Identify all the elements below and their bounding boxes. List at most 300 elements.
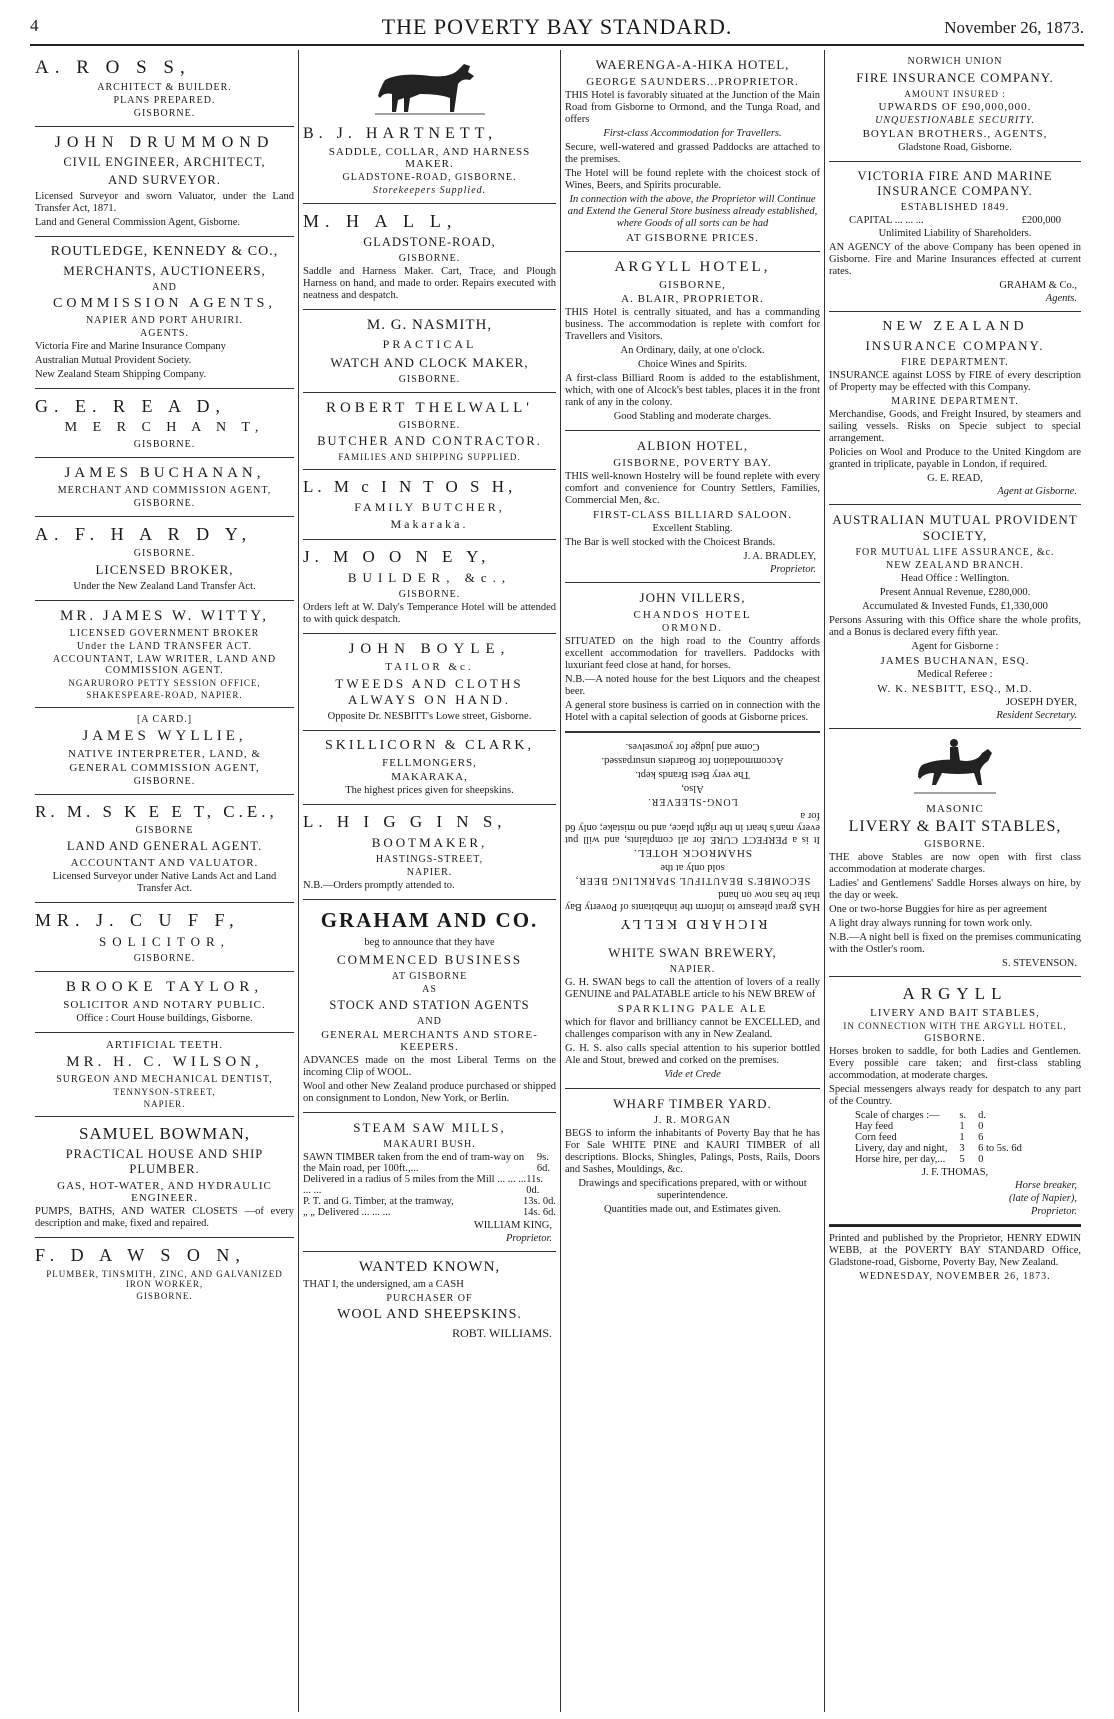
ad-skillicorn (303, 731, 556, 805)
ad-line: AND SURVEYOR. (108, 173, 221, 187)
ad-title: WAERENGA-A-HIKA HOTEL, (595, 57, 790, 72)
ad-body: A general store business is carried on in connection with the Hotel with a capital selection of goods at Gisborne prices. (565, 700, 820, 723)
ad-masonic-stables (829, 729, 1081, 977)
ad-line: GENERAL MERCHANTS AND STORE-KEEPERS. (321, 1029, 538, 1053)
ad-line: GLADSTONE-ROAD, GISBORNE. (342, 172, 517, 183)
ad-title: JOHN BOYLE, (348, 641, 511, 657)
table-cell: 1 (959, 1132, 965, 1143)
table-row (849, 1143, 1028, 1154)
ad-body: Secure, well-watered and grassed Paddocks are attached to the premises. (565, 142, 820, 165)
ad-line: MASONIC (926, 803, 984, 815)
signature: Horse breaker, (1014, 1180, 1077, 1191)
ad-body: THIS Hotel is centrally situated, and has a commanding business. The accommodation is replete with comfort for Travellers and Visitors. (565, 307, 820, 342)
ad-line: GISBORNE. (398, 589, 461, 600)
table-cell: Horse hire, per day,... (855, 1154, 946, 1165)
ad-line: TWEEDS AND CLOTHS ALWAYS ON HAND. (335, 676, 524, 707)
ad-taylor (35, 972, 294, 1033)
ad-body: Licensed Surveyor under Native Lands Act and Land Transfer Act. (52, 871, 277, 894)
ad-line: AS (422, 984, 437, 995)
table-cell: 0 (978, 1121, 984, 1132)
ad-body: THE above Stables are now open with first class accommodation at moderate charges. (829, 852, 1081, 875)
ad-line: GISBORNE. (136, 1291, 193, 1301)
ad-line: LICENSED GOVERNMENT BROKER (69, 628, 260, 639)
ad-graham (303, 900, 556, 1113)
ad-title: MR. J. C U F F, (35, 910, 240, 930)
ad-line: SOLICITOR, (99, 934, 230, 949)
ad-body: which for flavor and brilliancy cannot be EXCELLED, and challenges comparison with any in New Zealand. (565, 1017, 820, 1040)
ad-title: GRAHAM AND CO. (320, 908, 539, 932)
ad-line: INSURANCE COMPANY. (865, 338, 1045, 353)
ad-body: It is a PERFECT CURE for all complaints, and will put every man's heart in the right place, and no mistake; only 6d for a (565, 810, 820, 845)
ad-body: New Zealand Steam Shipping Company. (35, 369, 207, 380)
ad-line: NAPIER. (143, 1099, 186, 1109)
price-row (303, 1196, 556, 1207)
ad-title: ROBERT THELWALL' (325, 400, 534, 416)
table-cell: s. (959, 1110, 967, 1121)
ad-title: A. F. H A R D Y, (35, 524, 253, 544)
ad-line: GEORGE SAUNDERS...PROPRIETOR. (586, 76, 799, 88)
signature: G. E. READ, (927, 473, 983, 484)
ad-drummond (35, 127, 294, 237)
table-cell: 0 (978, 1154, 984, 1165)
ad-white-swan (565, 938, 820, 1089)
ad-line: FELLMONGERS, (382, 757, 477, 769)
ad-body: Drawings and specifications prepared, with or without superintendence. (578, 1178, 807, 1201)
ad-line: FOR MUTUAL LIFE ASSURANCE, &c. (855, 547, 1055, 558)
ad-new-zealand-insurance (829, 312, 1081, 505)
ad-line: HASTINGS-STREET, (375, 854, 484, 865)
ad-line: BOYLAN BROTHERS., AGENTS, (862, 128, 1048, 140)
ad-body: Merchandise, Goods, and Freight Insured, by steamers and sailing vessels. Risks on Specie subject to special arrangement. (829, 409, 1081, 444)
ad-line: JAMES BUCHANAN, ESQ. (880, 655, 1030, 667)
ad-title: VICTORIA FIRE AND MARINE INSURANCE COMPANY. (857, 169, 1053, 198)
ad-kelly-upside-down (565, 732, 820, 938)
ad-title: G. E. R E A D, (35, 396, 227, 416)
ad-line: CIVIL ENGINEER, ARCHITECT, (63, 155, 266, 169)
ad-nasmith (303, 310, 556, 393)
ad-line: [A CARD.] (136, 714, 193, 725)
ad-wilson (35, 1033, 294, 1117)
ad-title: M. G. NASMITH, (366, 317, 493, 333)
ad-line: GISBORNE. (398, 374, 461, 385)
ad-line: M E R C H A N T, (64, 420, 265, 435)
ad-body: Special messengers always ready for despatch to any part of the Country. (829, 1084, 1081, 1107)
ad-body: Land and General Commission Agent, Gisborne. (35, 217, 241, 228)
price-label: Delivered in a radius of 5 miles from the Mill ... ... ... ... ... (303, 1174, 527, 1196)
ad-line: PLANS PREPARED. (113, 95, 216, 106)
ad-norwich (829, 50, 1081, 162)
signature: S. STEVENSON. (1002, 958, 1077, 969)
ad-body: PUMPS, BATHS, AND WATER CLOSETS —of every description and make, fixed and repaired. (35, 1206, 294, 1229)
ad-albion (565, 431, 820, 583)
ad-title: L. M c I N T O S H, (303, 477, 517, 496)
ad-hardy (35, 517, 294, 601)
ad-line: FIRST-CLASS BILLIARD SALOON. (592, 509, 793, 521)
ad-title: JOHN VILLERS, (639, 590, 746, 605)
table-cell: Livery, day and night, (855, 1143, 948, 1154)
ad-line: NAPIER AND PORT AHURIRI. (85, 315, 244, 326)
price-row (303, 1174, 556, 1196)
ad-line: MAKARAKA, (391, 771, 468, 783)
ad-read (35, 389, 294, 458)
ad-line: SADDLE, COLLAR, AND HARNESS MAKER. (328, 146, 531, 170)
ad-line: GISBORNE. (133, 108, 196, 119)
ad-body: HAS great pleasure to inform the inhabitants of Poverty Bay that he has now on hand (565, 889, 820, 912)
ad-line: WATCH AND CLOCK MAKER, (330, 355, 529, 370)
ad-line: AMOUNT INSURED : (904, 89, 1006, 99)
ad-body: Good Stabling and moderate charges. (613, 411, 772, 422)
ad-body: THAT I, the undersigned, am a CASH (303, 1279, 464, 1290)
ad-line: ORMOND. (662, 623, 723, 634)
ad-title: A. R O S S, (35, 57, 191, 78)
ad-line: NGARURORO PETTY SESSION OFFICE, (68, 678, 261, 688)
ad-title: J. M O O N E Y, (303, 547, 491, 566)
ad-line: PRACTICAL (382, 337, 477, 351)
ad-body: Wool and other New Zealand produce purchased or shipped on consignment to London, New York, or Berlin. (303, 1081, 556, 1104)
ad-line: FAMILIES AND SHIPPING SUPPLIED. (338, 452, 521, 462)
ad-wanted (303, 1252, 556, 1348)
ad-title: SAMUEL BOWMAN, (78, 1124, 251, 1143)
column-2 (300, 50, 559, 1710)
ad-body: THIS Hotel is favorably situated at the Junction of the Main Road from Gisborne to Ormond, and the Tunga Road, and offers (565, 90, 820, 125)
signature: ROBT. WILLIAMS. (452, 1326, 552, 1340)
imprint-text: Printed and published by the Proprietor, HENRY EDWIN WEBB, at the POVERTY BAY STANDARD Office, Gladstone-road, Gisborne, Poverty Bay, New Zealand. (829, 1233, 1081, 1268)
ad-title: WHITE SWAN BREWERY, (608, 945, 777, 960)
ad-waerenga (565, 50, 820, 252)
ad-body: BEGS to inform the inhabitants of Poverty Bay that he has For Sale WHITE PINE and KAURI TIMBER of all descriptions. Blocks, Shingles, Palings, Posts, Rails, Doors and Sashes, Mouldings, &c. (565, 1128, 820, 1175)
ad-body: Medical Referee : (917, 669, 993, 680)
ad-body: Head Office : Wellington. (900, 573, 1010, 584)
ad-line: GISBORNE. (924, 1033, 986, 1044)
ad-title: STEAM SAW MILLS, (353, 1120, 506, 1135)
column-4 (826, 50, 1084, 1710)
signature: Proprietor. (1031, 1206, 1077, 1217)
ad-title: F. D A W S O N, (35, 1245, 246, 1265)
ad-title: NEW ZEALAND (882, 319, 1028, 334)
ad-boyle (303, 634, 556, 731)
ad-wyllie (35, 708, 294, 795)
ad-line: FAMILY BUTCHER, (354, 500, 505, 514)
table-cell: Scale of charges :— (855, 1110, 940, 1121)
ad-line: PURCHASER OF (386, 1293, 473, 1304)
ad-higgins (303, 805, 556, 900)
ad-line: SPARKLING PALE ALE (617, 1003, 768, 1015)
masthead: THE POVERTY BAY STANDARD. (381, 14, 733, 39)
signature: Proprietor. (770, 564, 816, 575)
ad-body: Gladstone Road, Gisborne. (898, 142, 1012, 153)
ad-body: Orders left at W. Daly's Temperance Hotel will be attended to with quick despatch. (303, 602, 556, 625)
table-cell: 1 (959, 1121, 965, 1132)
ad-line: AT GISBORNE (391, 971, 468, 982)
ad-skeet (35, 795, 294, 903)
ad-line: GISBORNE (135, 825, 194, 836)
ad-line: LAND AND GENERAL AGENT. (66, 839, 263, 853)
ad-body: Agent for Gisborne : (911, 641, 999, 652)
table-row (849, 1132, 1028, 1143)
ad-body: Under the New Zealand Land Transfer Act. (73, 581, 256, 592)
ad-sawmills (303, 1113, 556, 1252)
price-value: 14s. 6d. (523, 1207, 556, 1218)
ad-line: NAPIER. (669, 964, 716, 975)
signature: J. F. THOMAS, (921, 1167, 989, 1178)
column-rule (560, 50, 561, 1712)
ad-villers (565, 583, 820, 732)
ad-title: MR. JAMES W. WITTY, (60, 608, 269, 624)
ad-body: Also, (681, 783, 704, 794)
column-3 (562, 50, 823, 1710)
table-cell: 6 (978, 1132, 984, 1143)
ad-line: SURGEON AND MECHANICAL DENTIST, (56, 1074, 273, 1085)
ad-body: The highest prices given for sheepskins. (345, 785, 514, 796)
ad-body: First-class Accommodation for Travellers. (603, 128, 782, 139)
price-label: SAWN TIMBER taken from the end of tram-way on the Main road, per 100ft.,... (303, 1152, 525, 1174)
ad-line: Storekeepers Supplied. (372, 185, 487, 196)
signature: WILLIAM KING, (473, 1220, 552, 1231)
ad-body: Australian Mutual Provident Society. (35, 355, 192, 366)
horse-illustration (303, 54, 556, 122)
ad-thelwall (303, 393, 556, 470)
price-value: £200,000 (1021, 215, 1061, 226)
ad-line: WOOL AND SHEEPSKINS. (337, 1307, 522, 1322)
ad-line: SHAMROCK HOTEL. (633, 847, 752, 859)
signature: Agent at Gisborne. (997, 486, 1077, 497)
ad-line: J. R. MORGAN (653, 1115, 731, 1126)
price-label: P. T. and G. Timber, at the tramway, (303, 1196, 454, 1207)
ad-body: Licensed Surveyor and sworn Valuator, under the Land Transfer Act, 1871. (35, 191, 294, 214)
table-cell: Corn feed (855, 1132, 897, 1143)
ad-line: NAPIER. (406, 867, 453, 878)
ad-line: NATIVE INTERPRETER, LAND, & (68, 748, 261, 760)
ad-title: ALBION HOTEL, (636, 438, 749, 453)
ad-title: ARGYLL HOTEL, (614, 259, 771, 275)
ad-line: MARINE DEPARTMENT. (891, 396, 1019, 407)
ad-line: LICENSED BROKER, (95, 562, 234, 577)
ad-title: WANTED KNOWN, (358, 1259, 501, 1275)
ad-line: BOOTMAKER, (371, 835, 488, 850)
ad-line: MERCHANT AND COMMISSION AGENT, (57, 485, 272, 496)
ad-body: The Bar is well stocked with the Choicest Brands. (565, 537, 776, 548)
ad-title: WHARF TIMBER YARD. (613, 1096, 772, 1111)
ad-line: GISBORNE. (398, 253, 461, 264)
ad-line: GISBORNE. (398, 420, 461, 431)
ad-line: GISBORNE. (133, 439, 196, 450)
ad-title: B. J. HARTNETT, (303, 125, 498, 142)
ad-line: ACCOUNTANT AND VALUATOR. (70, 857, 259, 869)
ad-line: SHAKESPEARE-ROAD, NAPIER. (86, 690, 243, 700)
ad-body: Choice Wines and Spirits. (637, 359, 748, 370)
ad-line: CHANDOS HOTEL (633, 609, 752, 621)
price-value: 13s. 0d. (523, 1196, 556, 1207)
ad-body: Excellent Stabling. (652, 523, 733, 534)
signature: Resident Secretary. (996, 710, 1077, 721)
ad-argyll-hotel (565, 252, 820, 431)
ad-line: AT GISBORNE PRICES. (626, 232, 759, 244)
ad-body: Unlimited Liability of Shareholders. (878, 228, 1032, 239)
horse-rider-illustration (829, 733, 1081, 801)
ad-body: The very Best Brands kept. (635, 769, 750, 780)
ad-body: Persons Assuring with this Office share the whole profits, and a Bonus is declared every fifth year. (829, 615, 1081, 638)
ad-witty (35, 601, 294, 708)
ad-body: A first-class Billiard Room is added to the establishment, which, with one of Alcock's best tables, places it in the front rank of any in the colony. (565, 373, 820, 408)
ad-line: GISBORNE, (659, 279, 726, 291)
ad-routledge (35, 237, 294, 389)
ad-line: COMMISSION AGENTS, (53, 296, 276, 311)
ad-body: The Hotel will be found replete with the choicest stock of Wines, Beers, and Spirits procurable. (565, 168, 820, 191)
ad-hall (303, 204, 556, 310)
ad-buchanan (35, 458, 294, 517)
ad-title: SKILLICORN & CLARK, (324, 738, 535, 753)
ad-body: Policies on Wool and Produce to the United Kingdom are granted in triplicate, payable in London, if required. (829, 447, 1081, 470)
ad-body: Office : Court House buildings, Gisborne. (76, 1013, 253, 1024)
ad-body: A light dray always running for town work only. (829, 918, 1033, 929)
ad-line: AND (417, 1016, 442, 1027)
ad-body: Ladies' and Gentlemens' Saddle Horses always on hire, by the day or week. (829, 878, 1081, 901)
ad-title: ARGYLL (902, 984, 1008, 1003)
ad-body: Horses broken to saddle, for both Ladies and Gentlemen. Every possible care taken; and first-class stabling accommodation, at moderate charges. (829, 1046, 1081, 1081)
ad-line: BUTCHER AND CONTRACTOR. (317, 434, 542, 448)
ad-body: Present Annual Revenue, £280,000. (879, 587, 1031, 598)
ad-title: MR. H. C. WILSON, (66, 1054, 263, 1070)
ad-title: JAMES WYLLIE, (82, 728, 247, 744)
ad-body: AN AGENCY of the above Company has been opened in Gisborne. Fire and Marine Insurances effected at current rates. (829, 242, 1081, 277)
ad-body: THIS well-known Hostelry will be found replete with every comfort and convenience for Country Settlers, Families, Commercial Men, &c. (565, 471, 820, 506)
ad-line: TAILOR &c. (385, 661, 474, 673)
motto: Vide et Crede (664, 1069, 721, 1080)
ad-line: STOCK AND STATION AGENTS (329, 998, 530, 1012)
signature: GRAHAM & Co., (999, 280, 1077, 291)
ad-title: RICHARD KELLY (617, 916, 768, 931)
ad-body: Come and judge for yourselves. (625, 741, 760, 752)
ad-line: GAS, HOT-WATER, AND HYDRAULIC ENGINEER. (57, 1180, 272, 1204)
price-label: CAPITAL ... ... ... (849, 215, 924, 226)
ad-line: SECOMBE'S BEAUTIFUL SPARKLING BEER, (574, 875, 811, 886)
ad-line: GISBORNE. (133, 776, 196, 787)
ad-body: N.B.—A noted house for the best Liquors and the cheapest beer. (565, 674, 820, 697)
ad-line: BUILDER, &c., (347, 570, 512, 585)
table-cell: Hay feed (855, 1121, 894, 1132)
ad-body: INSURANCE against LOSS by FIRE of every description of Property may be effected with this Company. (829, 370, 1081, 393)
signature: Agents. (1045, 293, 1077, 304)
page-header (30, 14, 1084, 46)
ad-body: Victoria Fire and Marine Insurance Company (35, 341, 226, 352)
ad-line: W. K. NESBITT, ESQ., M.D. (877, 683, 1033, 695)
ad-body: ADVANCES made on the most Liberal Terms on the incoming Clip of WOOL. (303, 1055, 556, 1078)
ad-amp (829, 505, 1081, 729)
ad-title: L. H I G G I N S, (303, 812, 507, 831)
ad-line: FIRE DEPARTMENT. (901, 357, 1009, 368)
ad-title: ROUTLEDGE, KENNEDY & CO., (50, 244, 279, 259)
ad-line: NEW ZEALAND BRANCH. (886, 560, 1024, 571)
ad-body: Quantities made out, and Estimates given. (603, 1204, 781, 1215)
ad-line: COMMENCED BUSINESS (336, 952, 523, 967)
ad-mooney (303, 540, 556, 634)
ad-bowman (35, 1117, 294, 1238)
ad-line: MAKAURI BUSH. (383, 1139, 476, 1150)
ad-line: ESTABLISHED 1849. (900, 202, 1010, 213)
imprint (829, 1225, 1081, 1289)
ad-body: N.B.—Orders promptly attended to. (303, 880, 455, 891)
page-number: 4 (30, 16, 39, 35)
ad-line: ARTIFICIAL TEETH. (105, 1039, 224, 1051)
ad-line: Makaraka. (390, 517, 469, 531)
ad-line: Under the LAND TRANSFER ACT. (76, 641, 253, 652)
ad-mcintosh (303, 470, 556, 540)
ad-line: TENNYSON-STREET, (113, 1087, 216, 1097)
ad-title: LIVERY & BAIT STABLES, (848, 818, 1062, 835)
ad-line: GISBORNE, POVERTY BAY. (613, 457, 772, 469)
column-1 (32, 50, 297, 1710)
price-value: 11s. 0d. (526, 1174, 544, 1196)
ad-line: LIVERY AND BAIT STABLES, (870, 1007, 1040, 1019)
table-row (849, 1121, 1028, 1132)
ad-line: GISBORNE. (924, 839, 986, 850)
ad-line: LONG-SLEEVER. (647, 796, 738, 807)
ad-body: G. H. S. also calls special attention to his superior bottled Ale and Stout, brewed and corked on the premises. (565, 1043, 820, 1066)
ad-body: Opposite Dr. NESBITT's Lowe street, Gisborne. (327, 711, 532, 722)
ad-line: ARCHITECT & BUILDER. (97, 82, 232, 93)
ad-line: PLUMBER, TINSMITH, ZINC, AND GALVANIZED IRON WORKER, (46, 1269, 283, 1289)
ad-line: GENERAL COMMISSION AGENT, (69, 762, 260, 774)
table-cell: 3 (959, 1143, 965, 1154)
price-value: 9s. 6d. (536, 1152, 551, 1174)
ad-line: A. BLAIR, PROPRIETOR. (621, 293, 764, 305)
ad-body: Accumulated & Invested Funds, £1,330,000 (862, 601, 1048, 612)
table-cell: 6 to 5s. 6d (978, 1143, 1022, 1154)
ad-line: ACCOUNTANT, LAW WRITER, LAND AND COMMISSION AGENT. (52, 654, 277, 676)
ad-line: GISBORNE. (133, 953, 196, 964)
ad-argyll-livery (829, 977, 1081, 1225)
ad-line: UPWARDS OF £90,000,000. (878, 101, 1032, 113)
issue-date: November 26, 1873. (944, 18, 1084, 37)
ad-title: BROOKE TAYLOR, (65, 979, 264, 995)
table-cell: 5 (959, 1154, 965, 1165)
ad-line: SOLICITOR AND NOTARY PUBLIC. (63, 999, 266, 1011)
ad-line: FIRE INSURANCE COMPANY. (856, 70, 1054, 85)
ad-title: R. M. S K E E T, C.E., (35, 802, 278, 821)
price-row (829, 215, 1081, 226)
table-row (849, 1154, 1028, 1165)
ad-line: MERCHANTS, AUCTIONEERS, (63, 263, 266, 278)
ad-line: AND (152, 282, 177, 293)
table-cell: d. (978, 1110, 986, 1121)
ad-line: GISBORNE. (133, 548, 196, 559)
ad-line: AGENTS. (140, 328, 189, 339)
price-row (303, 1207, 556, 1218)
ad-body: sold only at the (660, 862, 725, 873)
signature: Proprietor. (506, 1233, 552, 1244)
price-label: „ „ Delivered ... ... ... (303, 1207, 391, 1218)
ad-hartnett (303, 50, 556, 204)
ad-body: G. H. SWAN begs to call the attention of lovers of a really GENUINE and PALATABLE article to his NEW BREW of (565, 977, 820, 1000)
ad-line: IN CONNECTION WITH THE ARGYLL HOTEL, (843, 1021, 1067, 1031)
ad-body: In connection with the above, the Proprietor will Continue and Extend the General Store business already established, where Goods of all sorts can be had (567, 194, 818, 229)
ad-wharf (565, 1089, 820, 1223)
column-rule (298, 50, 299, 1712)
ad-body: N.B.—A night bell is fixed on the premises communicating with the Ostler's room. (829, 932, 1081, 955)
rates-table (849, 1110, 1028, 1165)
ad-title: AUSTRALIAN MUTUAL PROVIDENT SOCIETY, (832, 512, 1078, 543)
ad-ross (35, 50, 294, 127)
ad-line: UNQUESTIONABLE SECURITY. (875, 115, 1035, 126)
ad-body: Saddle and Harness Maker. Cart, Trace, and Plough Harness on hand, and made to order. Repairs executed with neatness and despatch. (303, 266, 556, 301)
ad-line: GLADSTONE-ROAD, (363, 235, 496, 249)
ad-body: Accommodation for Boarders unsurpassed. (601, 755, 784, 766)
ad-body: beg to announce that they have (364, 937, 495, 948)
price-row (303, 1152, 556, 1174)
ad-victoria (829, 162, 1081, 312)
signature: JOSEPH DYER, (1005, 697, 1077, 708)
ad-title: JAMES BUCHANAN, (64, 465, 265, 481)
